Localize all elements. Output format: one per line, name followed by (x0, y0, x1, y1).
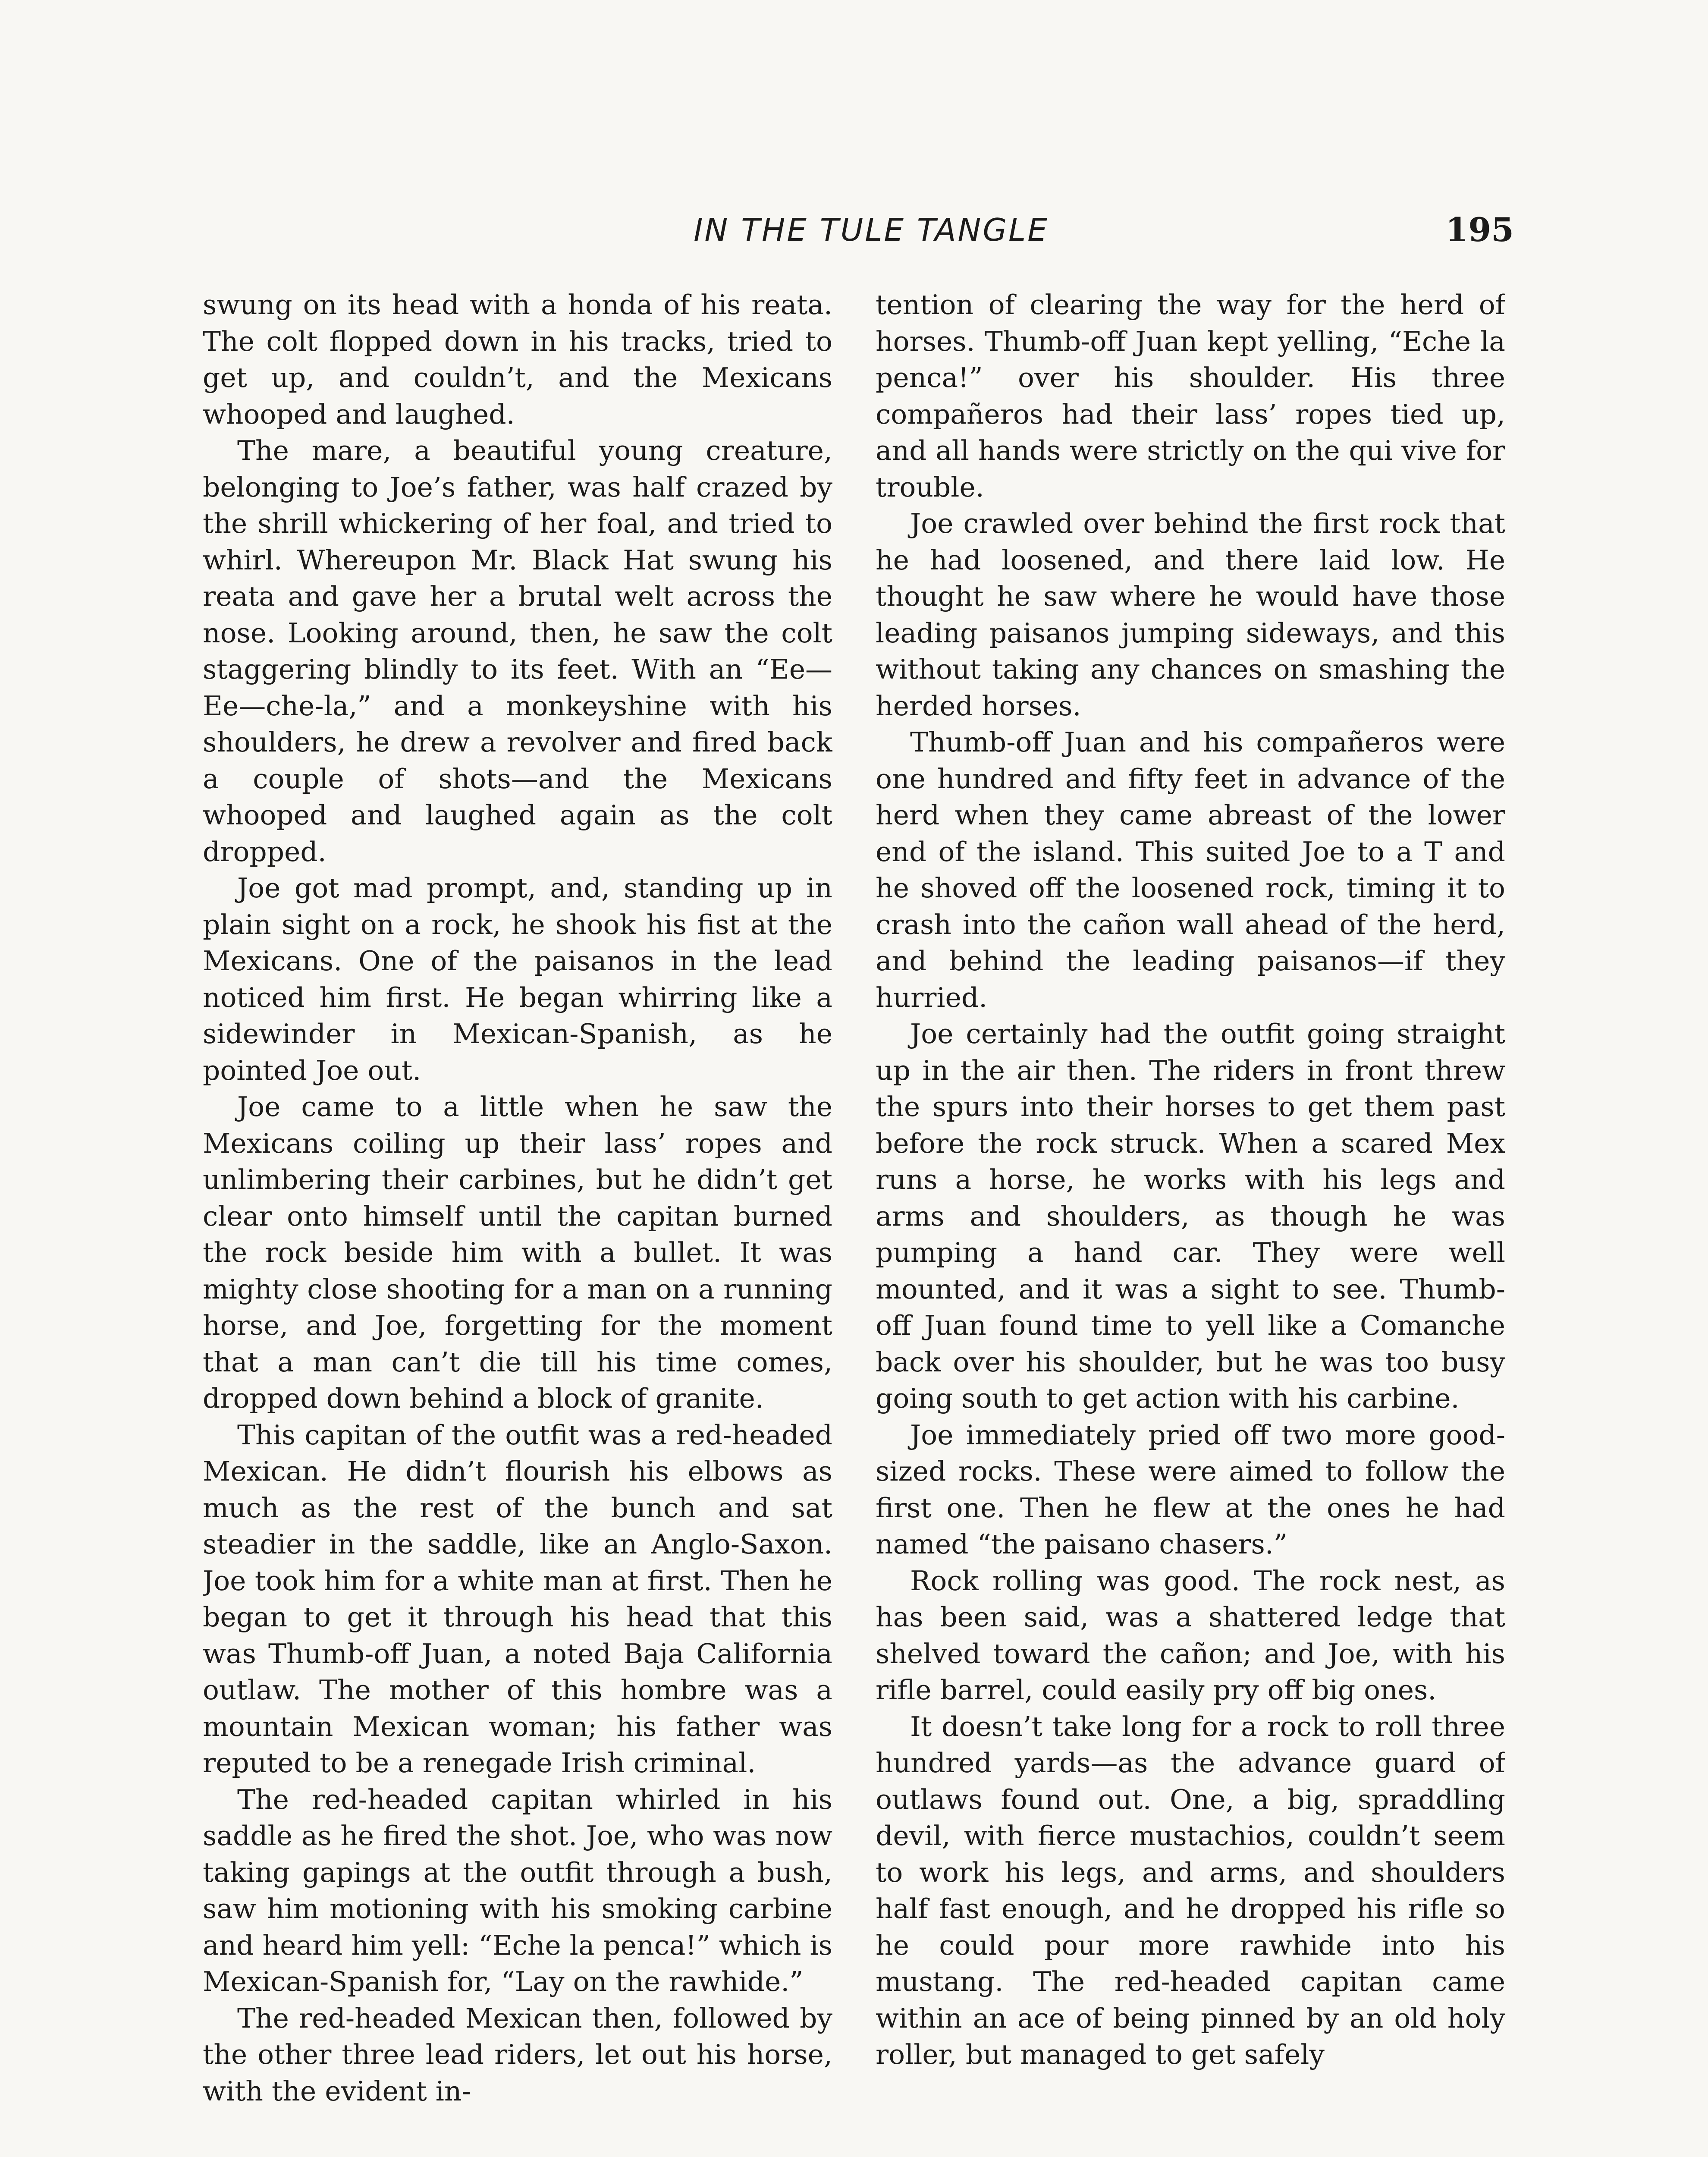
paragraph: The red-headed capitan whirled in his saddle as he fired the shot. Joe, who was now taking gapings at the outfit through a bush, saw him motioning with his smoking carbine and heard him yell: “Eche la penca!” which is Mexican-Spanish for, “Lay on the rawhide.” (203, 1783, 832, 1997)
paragraph: tention of clearing the way for the herd of horses. Thumb-off Juan kept yelling, “Eche la penca!” over his shoulder. His three compañeros had their lass’ ropes tied up, and all hands were strictly on the qui vive for trouble. (876, 289, 1505, 503)
paragraph: Thumb-off Juan and his compañeros were one hundred and fifty feet in advance of the herd when they came abreast of the lower end of the island. This suited Joe to a T and he shoved off the loosened rock, timing it to crash into the cañon wall ahead of the herd, and behind the leading paisanos—if they hurried. (876, 726, 1505, 1013)
running-title: IN THE TULE TANGLE (694, 212, 1049, 248)
paragraph: Rock rolling was good. The rock nest, as has been said, was a shattered ledge that shelved toward the cañon; and Joe, with his rifle barrel, could easily pry off big ones. (876, 1565, 1505, 1706)
left-column (203, 287, 832, 2157)
paragraph: It doesn’t take long for a rock to roll three hundred yards—as the advance guard of outlaws found out. One, a big, spraddling devil, with fierce mustachios, couldn’t seem to work his legs, and arms, and shoulders half fast enough, and he dropped his rifle so he could pour more rawhide into his mustang. The red-headed capitan came within an ace of being pinned by an old holy roller, but managed to get safely (876, 1711, 1505, 2070)
paragraph: Joe got mad prompt, and, standing up in plain sight on a rock, he shook his fist at the Mexicans. One of the paisanos in the lead noticed him first. He began whirring like a sidewinder in Mexican-Spanish, as he pointed Joe out. (203, 872, 832, 1086)
paragraph: Joe came to a little when he saw the Mexicans coiling up their lass’ ropes and unlimbering their carbines, but he didn’t get clear onto himself until the capitan burned the rock beside him with a bullet. It was mighty close shooting for a man on a running horse, and Joe, forgetting for the moment that a man can’t die till his time comes, dropped down behind a block of granite. (203, 1091, 832, 1414)
page-number: 195 (1445, 211, 1514, 249)
paragraph: This capitan of the outfit was a red-headed Mexican. He didn’t flourish his elbows as much as the rest of the bunch and sat steadier in the saddle, like an Anglo-Saxon. Joe took him for a white man at first. Then he began to get it through his head that this was Thumb-off Juan, a noted Baja California outlaw. The mother of this hombre was a mountain Mexican woman; his father was reputed to be a renegade Irish criminal. (203, 1419, 832, 1779)
paragraph: Joe certainly had the outfit going straight up in the air then. The riders in front threw the spurs into their horses to get them past before the rock struck. When a scared Mex runs a horse, he works with his legs and arms and shoulders, as though he was pumping a hand car. They were well mounted, and it was a sight to see. Thumb-off Juan found time to yell like a Comanche back over his shoulder, but he was too busy going south to get action with his carbine. (876, 1018, 1505, 1414)
page-header (0, 206, 1708, 258)
paragraph: The mare, a beautiful young creature, belonging to Joe’s father, was half crazed by the shrill whickering of her foal, and tried to whirl. Whereupon Mr. Black Hat swung his reata and gave her a brutal welt across the nose. Looking around, then, he saw the colt staggering blindly to its feet. With an “Ee—Ee—che-la,” and a monkeyshine with his shoulders, he drew a revolver and fired back a couple of shots—and the Mexicans whooped and laughed again as the colt dropped. (203, 435, 832, 868)
right-column (876, 287, 1505, 2157)
paragraph: Joe crawled over behind the first rock that he had loosened, and there laid low. He thought he saw where he would have those leading paisanos jumping sideways, and this without taking any chances on smashing the herded horses. (876, 508, 1505, 722)
paragraph: Joe immediately pried off two more good-sized rocks. These were aimed to follow the first one. Then he flew at the ones he had named “the paisano chasers.” (876, 1419, 1505, 1560)
paragraph: The red-headed Mexican then, followed by the other three lead riders, let out his horse, with the evident in- (203, 2002, 832, 2107)
paragraph: swung on its head with a honda of his reata. The colt flopped down in his tracks, tried to get up, and couldn’t, and the Mexicans whooped and laughed. (203, 289, 832, 430)
